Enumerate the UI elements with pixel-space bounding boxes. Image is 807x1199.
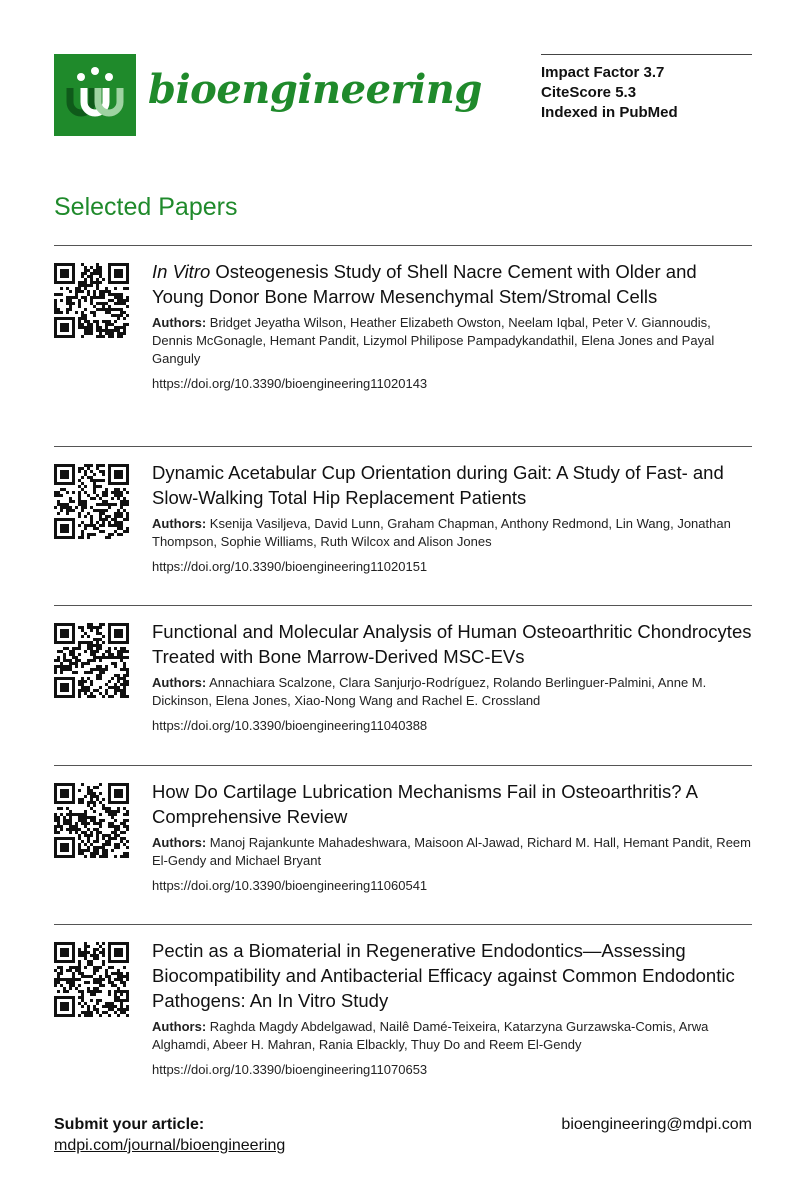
section-title: Selected Papers: [54, 193, 238, 221]
qr-code-icon: [54, 783, 129, 858]
paper-authors: Authors: Annachiara Scalzone, Clara Sanjurjo-Rodríguez, Rolando Berlinguer-Palmini, Anne M. Dickinson, Elena Jones, Xiao-Nong Wang and Rachel E. Crossland: [152, 675, 707, 708]
qr-code-icon: [54, 942, 129, 1017]
contact-email-link[interactable]: bioengineering@mdpi.com: [561, 1116, 752, 1133]
qr-code-icon: [54, 263, 129, 338]
paper-authors: Authors: Bridget Jeyatha Wilson, Heather Elizabeth Owston, Neelam Iqbal, Peter V. Giannoudis, Dennis McGonagle, Hemant Pandit, Lizymol Philipose Pampadykandathil, Elena Jones and Payal Ganguly: [152, 315, 715, 366]
paper-doi-link[interactable]: https://doi.org/10.3390/bioengineering11020143: [152, 376, 428, 391]
journal-metrics: [541, 54, 752, 123]
paper-item: [54, 765, 752, 893]
impact-factor: Impact Factor 3.7: [541, 64, 665, 81]
paper-item: [54, 446, 752, 574]
citescore: CiteScore 5.3: [541, 84, 637, 101]
paper-title[interactable]: Functional and Molecular Analysis of Human Osteoarthritic Chondrocytes Treated with Bone Marrow-Derived MSC-EVs: [152, 621, 752, 667]
paper-title[interactable]: Pectin as a Biomaterial in Regenerative Endodontics—Assessing Biocompatibility and Antibacterial Efficacy against Common Endodontic Pathogens: An In Vitro Study: [152, 940, 735, 1011]
paper-item: [54, 924, 752, 1077]
submit-link[interactable]: mdpi.com/journal/bioengineering: [54, 1137, 286, 1154]
paper-authors: Authors: Manoj Rajankunte Mahadeshwara, Maisoon Al-Jawad, Richard M. Hall, Hemant Pandit, Reem El-Gendy and Michael Bryant: [152, 835, 751, 868]
paper-doi-link[interactable]: https://doi.org/10.3390/bioengineering11070653: [152, 1062, 428, 1077]
paper-authors: Authors: Ksenija Vasiljeva, David Lunn, Graham Chapman, Anthony Redmond, Lin Wang, Jonathan Thompson, Sophie Williams, Ruth Wilcox and Alison Jones: [152, 516, 731, 549]
paper-item: [54, 245, 752, 391]
qr-code-icon: [54, 623, 129, 698]
paper-title[interactable]: How Do Cartilage Lubrication Mechanisms Fail in Osteoarthritis? A Comprehensive Review: [152, 781, 697, 827]
indexed-in: Indexed in PubMed: [541, 104, 678, 121]
qr-code-icon: [54, 464, 129, 539]
bioengineering-logo-icon: [54, 54, 136, 136]
paper-title[interactable]: Dynamic Acetabular Cup Orientation during Gait: A Study of Fast- and Slow-Walking Total Hip Replacement Patients: [152, 462, 724, 508]
paper-item: [54, 605, 752, 733]
submit-label: Submit your article:: [54, 1116, 205, 1133]
paper-doi-link[interactable]: https://doi.org/10.3390/bioengineering11020151: [152, 559, 428, 574]
paper-title[interactable]: In Vitro Osteogenesis Study of Shell Nacre Cement with Older and Young Donor Bone Marrow Mesenchymal Stem/Stromal Cells: [152, 261, 697, 307]
journal-name: bioengineering: [148, 66, 482, 113]
paper-authors: Authors: Raghda Magdy Abdelgawad, Nailê Damé-Teixeira, Katarzyna Gurzawska-Comis, Arwa Alghamdi, Abeer H. Mahran, Rania Elbackly, Thuy Do and Reem El-Gendy: [152, 1019, 709, 1052]
paper-doi-link[interactable]: https://doi.org/10.3390/bioengineering11060541: [152, 878, 428, 893]
submit-block: [54, 1114, 285, 1156]
paper-doi-link[interactable]: https://doi.org/10.3390/bioengineering11040388: [152, 718, 428, 733]
journal-logo: [54, 54, 136, 136]
